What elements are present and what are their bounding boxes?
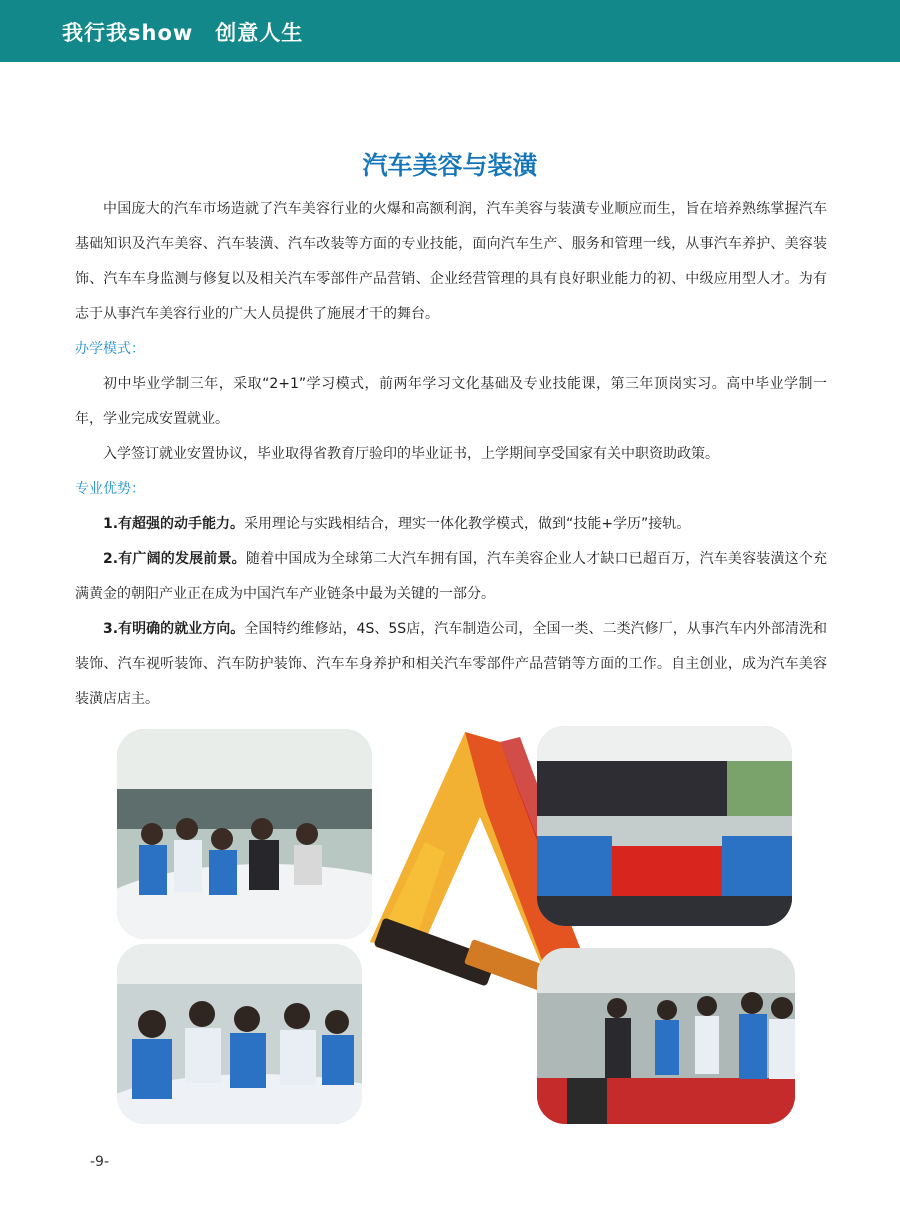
students-car-polishing-photo <box>117 729 372 939</box>
advantage-text: 采用理论与实践相结合，理实一体化教学模式，做到“技能+学历”接轨。 <box>244 516 691 532</box>
advantage-text: 随着中国成为全球第二大汽车拥有国，汽车美容企业人才缺口已超百万，汽车美容装潢这个充满黄金的朝阳产业正在成为中国汽车产业链条中最为关键的一部分。 <box>75 551 828 602</box>
advantage-label: 3.有明确的就业方向。 <box>103 621 245 637</box>
advantage-item <box>75 612 827 717</box>
header-title: 我行我show 创意人生 <box>62 21 304 45</box>
advantage-text: 全国特约维修站，4S、5S店，汽车制造公司，全国一类、二类汽修厂，从事汽车内外部清洗和装饰、汽车视听装饰、汽车防护装饰、汽车车身养护和相关汽车零部件产品营销等方面的工作。自主创业，成为汽车美容装潢店店主。 <box>75 621 827 707</box>
advantages-heading: 专业优势： <box>75 481 145 497</box>
workshop-students-photo <box>537 948 795 1124</box>
page-title: 汽车美容与装潢 <box>362 151 538 180</box>
page-number: -9- <box>90 1154 110 1170</box>
photo-collage <box>115 712 800 1127</box>
advantage-label: 2.有广阔的发展前景。 <box>103 551 246 567</box>
school-mode-paragraph: 初中毕业学制三年，采取“2+1”学习模式，前两年学习文化基础及专业技能课，第三年顶岗实习。高中毕业学制一年，学业完成安置就业。 <box>75 376 827 427</box>
intro-paragraph: 中国庞大的汽车市场造就了汽车美容行业的火爆和高额利润，汽车美容与装潢专业顺应而生，旨在培养熟练掌握汽车基础知识及汽车美容、汽车装潢、汽车改装等方面的专业技能，面向汽车生产、服务和管理一线，从事汽车养护、美容装饰、汽车车身监测与修复以及相关汽车零部件产品营销、企业经营管理的具有良好职业能力的初、中级应用型人才。为有志于从事汽车美容行业的广大人员提供了施展才干的舞台。 <box>75 201 827 322</box>
students-hood-inspection-photo <box>117 944 362 1124</box>
advantage-label: 1.有超强的动手能力。 <box>103 516 245 532</box>
advantage-item <box>75 507 827 542</box>
advantage-item <box>75 542 827 612</box>
school-mode-heading: 办学模式： <box>75 341 145 357</box>
header-bar <box>0 0 900 62</box>
article-body <box>75 192 827 717</box>
group-photo-with-banner <box>537 726 792 926</box>
school-mode-paragraph: 入学签订就业安置协议，毕业取得省教育厅验印的毕业证书，上学期间享受国家有关中职资助政策。 <box>103 446 719 462</box>
